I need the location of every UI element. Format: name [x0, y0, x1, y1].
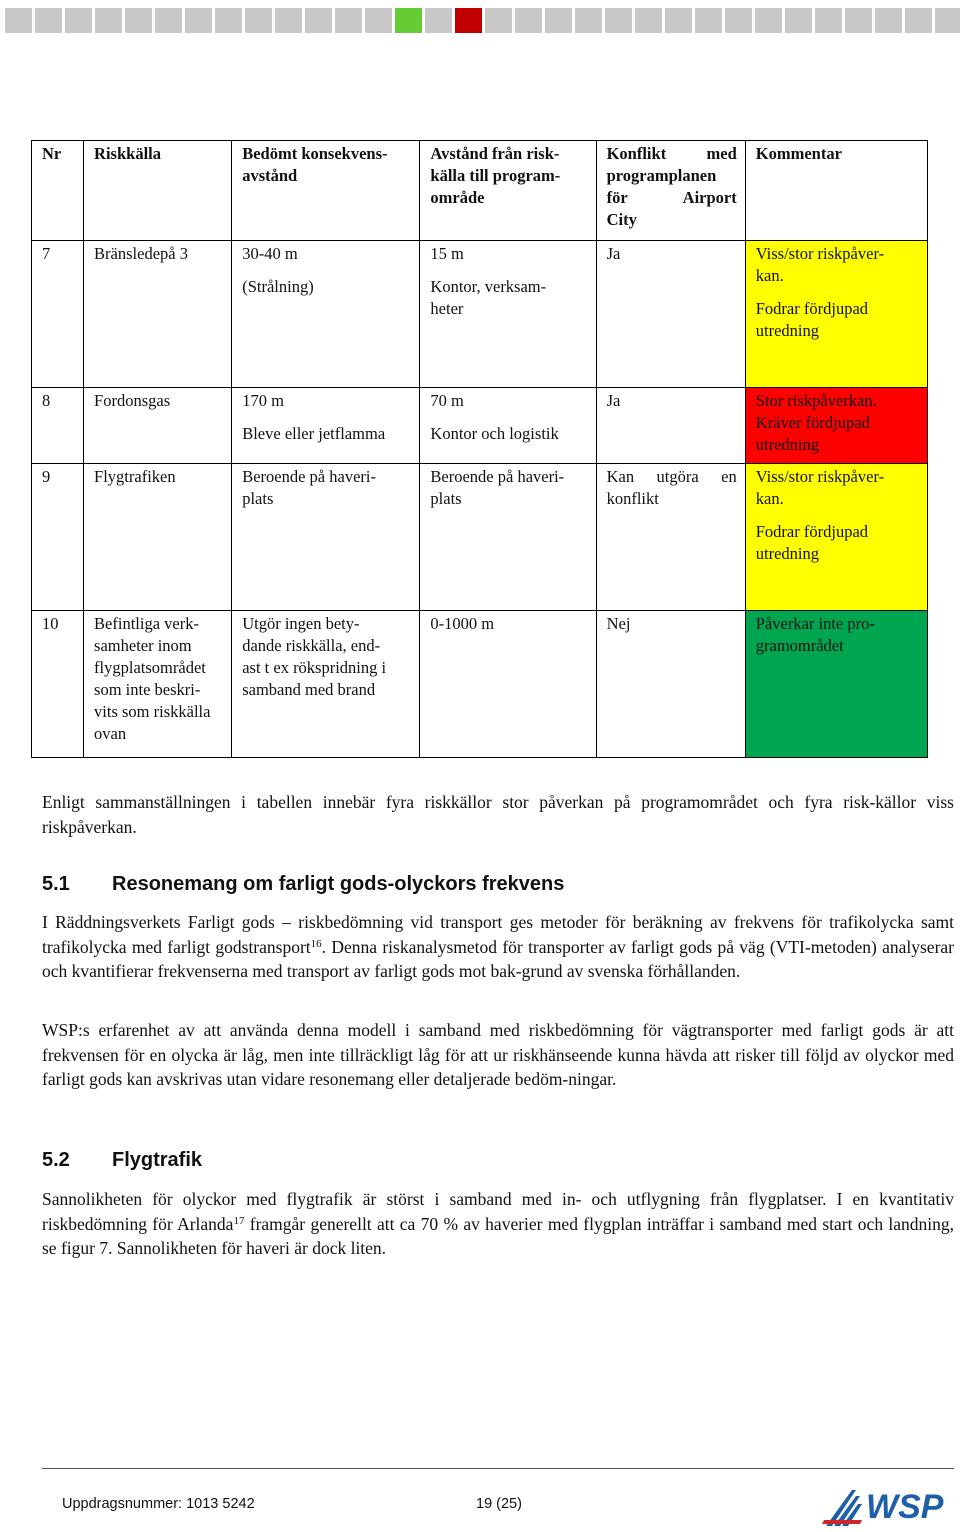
- cell-distance-to-area: Beroende på haveri- plats: [420, 464, 596, 611]
- toolbar-square: [425, 8, 452, 33]
- section-title: Resonemang om farligt gods-olyckors frekvens: [112, 873, 565, 895]
- table-row: [32, 464, 928, 611]
- table-row: [32, 388, 928, 464]
- toolbar-square: [95, 8, 122, 33]
- toolbar-square: [605, 8, 632, 33]
- page-number: 19 (25): [476, 1496, 522, 1512]
- cell-conflict: Ja: [596, 388, 745, 464]
- section-title: Flygtrafik: [112, 1149, 203, 1171]
- toolbar-square: [305, 8, 332, 33]
- toolbar-square: [785, 8, 812, 33]
- assignment-number: Uppdragsnummer: 1013 5242: [62, 1496, 255, 1512]
- toolbar-square: [5, 8, 32, 33]
- paragraph-5-1-a: I Räddningsverkets Farligt gods – riskbedömning vid transport ges metoder för beräkning av frekvens för trafikolycka samt trafikolycka med farligt godstransport$^{16}$. Denna riskanalysmetod för transporter av farligt gods på väg (VTI-metoden) analyserar och kvantifierar frekvenserna med transport av farligt gods mot bak-grund av svenska förhållanden.: [42, 912, 954, 981]
- viewer-toolbar: [0, 0, 960, 38]
- toolbar-square: [755, 8, 782, 33]
- toolbar-square: [125, 8, 152, 33]
- cell-assessed-distance: Utgör ingen bety- dande riskkälla, end- ast t ex rökspridning i samband med brand: [232, 611, 420, 758]
- footer-divider: [42, 1468, 954, 1469]
- section-heading-5-1: [42, 873, 564, 896]
- toolbar-square: [575, 8, 602, 33]
- footnote-ref-16: 16: [310, 937, 322, 950]
- toolbar-square: [725, 8, 752, 33]
- cell-nr: 10: [32, 611, 84, 758]
- toolbar-square: [845, 8, 872, 33]
- toolbar-square: [215, 8, 242, 33]
- toolbar-square: [65, 8, 92, 33]
- cell-assessed-distance: 30-40 m (Strålning): [232, 241, 420, 388]
- table-row: [32, 611, 928, 758]
- toolbar-square: [815, 8, 842, 33]
- svg-text:WSP: WSP: [866, 1488, 944, 1526]
- cell-nr: 7: [32, 241, 84, 388]
- toolbar-square: [35, 8, 62, 33]
- cell-assessed-distance: 170 m Bleve eller jetflamma: [232, 388, 420, 464]
- cell-conflict: Nej: [596, 611, 745, 758]
- toolbar-square: [635, 8, 662, 33]
- header-comment: Kommentar: [745, 141, 927, 241]
- section-number: 5.1: [42, 873, 70, 895]
- toolbar-square: [695, 8, 722, 33]
- cell-distance-to-area: 15 m Kontor, verksam- heter: [420, 241, 596, 388]
- toolbar-square: [935, 8, 960, 33]
- section-number: 5.2: [42, 1149, 70, 1171]
- cell-nr: 9: [32, 464, 84, 611]
- summary-paragraph: Enligt sammanställningen i tabellen innebär fyra riskkällor stor påverkan på programområdet och fyra risk-källor viss riskpåverkan.: [42, 792, 954, 837]
- cell-comment: Viss/stor riskpåver- kan. Fodrar fördjupad utredning: [745, 464, 927, 611]
- cell-source: Befintliga verk- samheter inom flygplatsområdet som inte beskri- vits som riskkälla ovan: [84, 611, 232, 758]
- cell-source: Fordonsgas: [84, 388, 232, 464]
- cell-distance-to-area: 70 m Kontor och logistik: [420, 388, 596, 464]
- paragraph-5-2: Sannolikheten för olyckor med flygtrafik är störst i samband med in- och utflygning från flygplatser. I en kvantitativ riskbedömning för Arlanda$^{17}$ framgår generellt att ca 70 % av haverier med flygplan inträffar i samband med start och landning, se figur 7. Sannolikheten för haveri är dock liten.: [42, 1189, 955, 1258]
- header-nr: Nr: [32, 141, 84, 241]
- risk-table: [31, 140, 928, 758]
- toolbar-square: [455, 8, 482, 33]
- toolbar-square: [155, 8, 182, 33]
- toolbar-square: [545, 8, 572, 33]
- cell-comment: Stor riskpåverkan. Kräver fördjupad utredning: [745, 388, 927, 464]
- header-source: Riskkälla: [84, 141, 232, 241]
- cell-source: Bränsledepå 3: [84, 241, 232, 388]
- header-conflict: Konflikt med programplanen för Airport City: [596, 141, 745, 241]
- toolbar-square: [515, 8, 542, 33]
- cell-conflict: Kan utgöra en konflikt: [596, 464, 745, 611]
- paragraph-5-1-b: WSP:s erfarenhet av att använda denna modell i samband med riskbedömning för vägtransporter med farligt gods är att frekvensen för en olycka är låg, men inte tillräckligt låg för att ur riskhänseende kunna hävda att risker till följd av olyckor med farligt gods kan avskrivas utan vidare resonemang eller detaljerade bedöm-ningar.: [42, 1020, 954, 1089]
- cell-comment: Påverkar inte pro- gramområdet: [745, 611, 927, 758]
- toolbar-square: [485, 8, 512, 33]
- cell-assessed-distance: Beroende på haveri- plats: [232, 464, 420, 611]
- toolbar-square: [875, 8, 902, 33]
- toolbar-square: [905, 8, 932, 33]
- toolbar-square: [185, 8, 212, 33]
- cell-nr: 8: [32, 388, 84, 464]
- footnote-ref-17: 17: [233, 1214, 245, 1227]
- header-distance-assessed: Bedömt konsekvens- avstånd: [232, 141, 420, 241]
- cell-comment: Viss/stor riskpåver- kan. Fodrar fördjupad utredning: [745, 241, 927, 388]
- header-distance-to-area: Avstånd från risk- källa till program- område: [420, 141, 596, 241]
- cell-conflict: Ja: [596, 241, 745, 388]
- toolbar-square: [335, 8, 362, 33]
- toolbar-square: [665, 8, 692, 33]
- cell-distance-to-area: 0-1000 m: [420, 611, 596, 758]
- wsp-logo: [822, 1480, 956, 1530]
- table-row: [32, 241, 928, 388]
- toolbar-square: [245, 8, 272, 33]
- toolbar-square: [395, 8, 422, 33]
- cell-source: Flygtrafiken: [84, 464, 232, 611]
- table-header-row: [32, 141, 928, 241]
- toolbar-square: [365, 8, 392, 33]
- section-heading-5-2: [42, 1149, 202, 1172]
- toolbar-square: [275, 8, 302, 33]
